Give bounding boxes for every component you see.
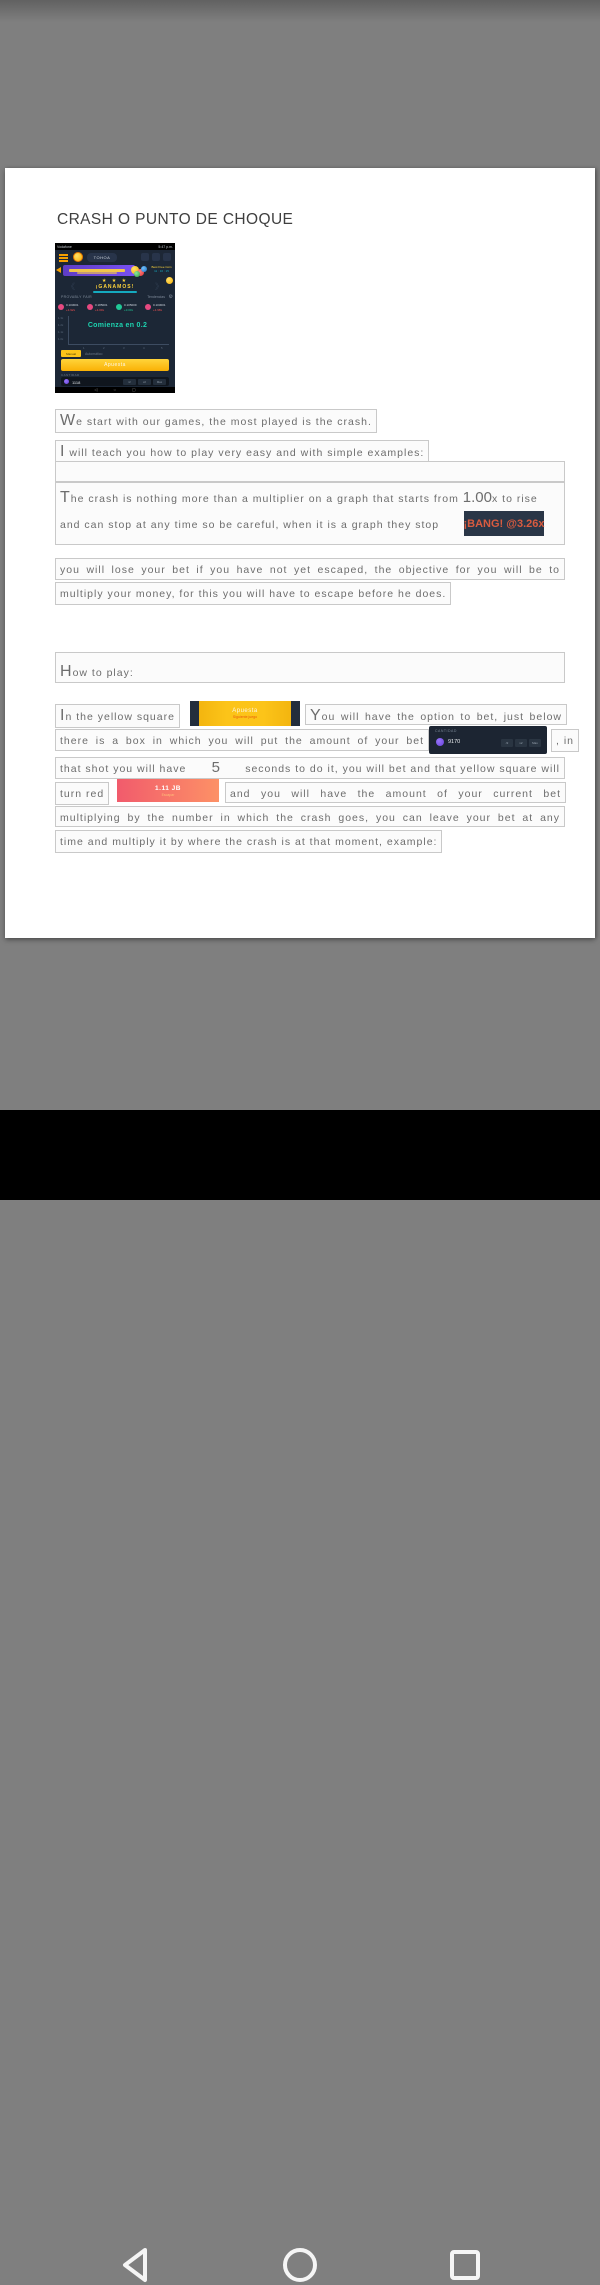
player-name: 0.103001	[66, 303, 79, 307]
document-page	[5, 168, 595, 938]
player-name: 0.105009	[124, 303, 137, 307]
header-action-icon[interactable]	[141, 253, 149, 261]
game-status-carrier: Vodafone	[57, 244, 72, 249]
paragraph-line: time and multiply it by where the crash is at that moment, example:	[55, 830, 442, 853]
embedded-game-screenshot	[55, 243, 175, 393]
x-axis-label: 3	[123, 346, 125, 350]
amount-value: 1118	[72, 379, 81, 385]
back-button[interactable]	[115, 2245, 155, 2285]
x-axis-label: 1	[83, 346, 85, 350]
status-bar-shade	[0, 0, 600, 22]
game-brand[interactable]: TOHOA	[87, 253, 117, 262]
amount-box-image	[429, 726, 547, 754]
banner-text-bar	[77, 272, 117, 274]
player-avatar	[116, 304, 122, 310]
paragraph-line: multiplying by the number in which the crash goes, you can leave your bet at any	[55, 806, 565, 827]
coin-logo-icon	[73, 252, 83, 262]
player-name: 0.103001	[153, 303, 166, 307]
paragraph-line: you will lose your bet if you have not yet escaped, the objective for you will be to	[55, 558, 565, 580]
multiplier-start-value: 1.00	[462, 489, 492, 506]
text-segment: that shot you will have	[60, 763, 187, 775]
player-multiplier: +1.92x	[66, 308, 76, 312]
player-multiplier: +1.00x	[95, 308, 105, 312]
player-entry	[145, 302, 173, 314]
chevron-right-icon: 》	[155, 282, 163, 291]
section-heading-box	[55, 652, 565, 683]
paragraph-line: and can stop at any time so be careful, when it is a graph they stop	[60, 519, 440, 531]
game-status-bar	[55, 243, 175, 250]
tab-automatic[interactable]: Automático	[85, 352, 103, 356]
paragraph-line	[55, 757, 565, 779]
headline-subtext-bar	[93, 291, 137, 293]
cantidad-label: CANTIDAD	[435, 729, 457, 733]
promo-timer: 11 : 16 : 15	[154, 269, 169, 273]
y-axis-label: 1.0x	[58, 337, 64, 341]
paragraph-line	[60, 491, 538, 505]
y-axis-label: 1.3x	[58, 316, 64, 320]
bang-chip: ¡BANG! @3.26x	[464, 511, 544, 536]
player-multiplier: +3.00x	[124, 308, 134, 312]
max-button: Max	[529, 739, 541, 747]
half-button[interactable]: /2	[123, 379, 136, 385]
header-action-icon[interactable]	[152, 253, 160, 261]
player-entry	[87, 302, 115, 314]
game-headline: ¡GANAMOS!	[95, 284, 135, 290]
escape-multiplier-label: 1.11 JB	[155, 784, 181, 792]
empty-text-box	[55, 461, 565, 482]
player-entry	[116, 302, 144, 314]
player-entry	[58, 302, 86, 314]
home-icon	[281, 2246, 319, 2284]
double-button[interactable]: x2	[138, 379, 151, 385]
x-axis-label: 2	[103, 346, 105, 350]
text-segment: The crash is nothing more than a multiplier on a graph that starts from	[60, 489, 459, 506]
amount-label: CANTIDAD	[61, 373, 80, 377]
trends-label[interactable]: Tendencias	[147, 295, 165, 299]
apuesta-sublabel: Siguiente juego	[232, 715, 258, 719]
paragraph-line: , in	[551, 729, 579, 752]
coin-icon	[64, 379, 69, 384]
paragraph-line: We start with our games, the most played is the crash.	[55, 409, 377, 433]
graph-y-axis	[68, 316, 69, 344]
amount-input[interactable]	[61, 377, 169, 386]
paragraph-line: multiply your money, for this you will have to escape before he does.	[55, 582, 451, 605]
home-icon: ○	[113, 387, 116, 392]
promo-title: Best Free Coin	[151, 265, 172, 269]
android-nav-bar	[0, 1110, 600, 1200]
stars-row: ★ ★ ★	[101, 278, 129, 284]
coin-pile-icon	[141, 266, 147, 272]
player-multiplier: +1.98x	[153, 308, 163, 312]
paragraph-line: turn red	[55, 782, 109, 805]
game-nav-bar	[55, 387, 175, 393]
countdown-text: Comienza en 0.2	[87, 322, 148, 329]
home-button[interactable]	[280, 2245, 320, 2285]
apuesta-button-image	[199, 701, 291, 726]
provably-fair-label: PROVABLY FAIR	[61, 295, 92, 299]
x-axis-label: 4	[143, 346, 145, 350]
paragraph-line: You will have the option to bet, just below	[305, 704, 567, 725]
gear-icon[interactable]: ⚙	[168, 294, 173, 300]
apuesta-label: Apuesta	[232, 708, 258, 714]
promo-offer[interactable]	[148, 265, 175, 273]
hamburger-menu-icon[interactable]	[59, 254, 68, 256]
player-avatar	[58, 304, 64, 310]
promo-banner[interactable]	[63, 265, 135, 276]
game-status-time: 5:47 p.m.	[158, 244, 173, 249]
y-axis-label: 1.2x	[58, 323, 64, 327]
tab-manual[interactable]: Manual	[61, 350, 81, 357]
max-button[interactable]: Max	[153, 379, 166, 385]
recents-icon	[448, 2248, 482, 2282]
escape-button-image	[117, 779, 219, 802]
x-axis-label: 5	[161, 346, 163, 350]
recents-button[interactable]	[445, 2245, 485, 2285]
paragraph-box	[55, 482, 565, 545]
bet-button[interactable]: Apuesta	[61, 359, 169, 371]
header-action-icon[interactable]	[163, 253, 171, 261]
chevron-left-icon: 《	[67, 282, 75, 291]
paragraph-line: In the yellow square	[55, 704, 180, 728]
bet-button-image	[190, 701, 300, 726]
player-avatar	[145, 304, 151, 310]
paragraph-line: there is a box in which you will put the amount of your bet	[55, 729, 429, 751]
seconds-value: 5	[211, 759, 220, 776]
back-icon: ◁	[94, 387, 98, 392]
coin-icon	[436, 738, 444, 746]
text-segment: x to rise	[491, 493, 538, 505]
coin-pile-icon	[134, 271, 140, 277]
back-icon	[118, 2246, 152, 2284]
double-button: x2	[515, 739, 527, 747]
y-axis-label: 1.1x	[58, 330, 64, 334]
graph-x-axis	[68, 344, 169, 345]
paragraph-line: and you will have the amount of your current bet	[225, 782, 566, 803]
player-avatar	[87, 304, 93, 310]
page-title: CRASH O PUNTO DE CHOQUE	[57, 211, 294, 228]
banner-arrow-icon[interactable]	[56, 267, 61, 273]
text-segment: seconds to do it, you will bet and that yellow square will	[245, 763, 560, 775]
section-heading: How to play:	[60, 663, 134, 680]
half-button: /2	[501, 739, 513, 747]
paragraph-line: I will teach you how to play very easy and with simple examples:	[55, 440, 429, 464]
image-edge	[190, 701, 199, 726]
bet-amount-value: 9170	[448, 739, 461, 745]
recents-icon: ▢	[131, 387, 136, 392]
player-name: 0.185001	[95, 303, 108, 307]
escape-sublabel: Escapar	[161, 792, 175, 797]
image-edge	[291, 701, 300, 726]
